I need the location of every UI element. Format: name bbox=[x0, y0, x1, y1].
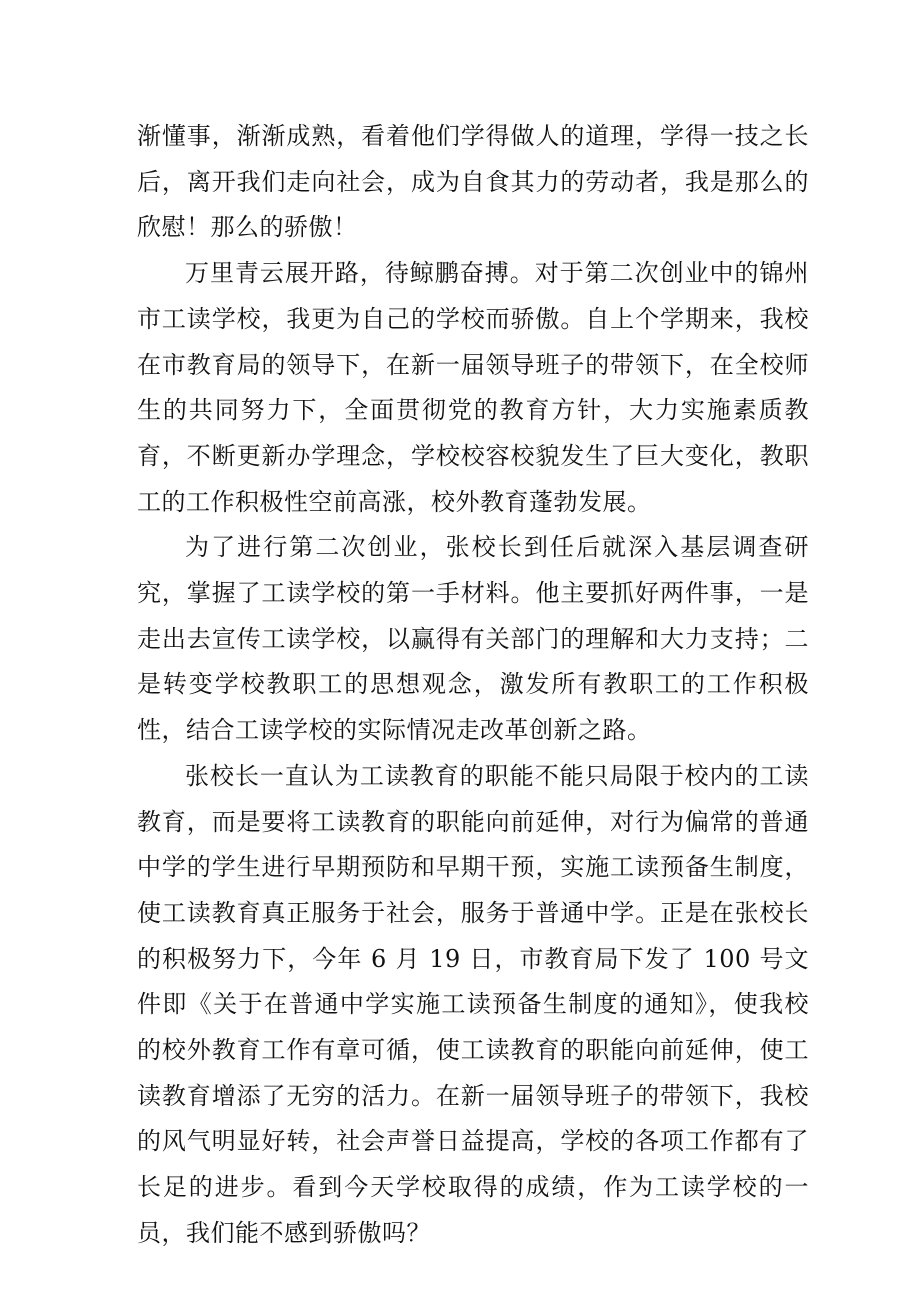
paragraph-2: 万里青云展开路，待鲸鹏奋搏。对于第二次创业中的锦州市工读学校，我更为自己的学校而骄傲。自上个学期来，我校在市教育局的领导下，在新一届领导班子的带领下，在全校师生的共同努力下，全面贯彻党的教育方针，大力实施素质教育，不断更新办学理念，学校校容校貌发生了巨大变化，教职工的工作积极性空前高涨，校外教育蓬勃发展。 bbox=[137, 259, 809, 516]
paragraph-4: 张校长一直认为工读教育的职能不能只局限于校内的工读教育，而是要将工读教育的职能向前延伸，对行为偏常的普通中学的学生进行早期预防和早期干预，实施工读预备生制度，使工读教育真正服务于社会，服务于普通中学。正是在张校长的积极努力下，今年 6 月 19 日，市教育局下发了 100 号文件即《关于在普通中学实施工读预备生制度的通知》，使我校的校外教育工作有章可循，使工读教育的职能向前延伸，使工读教育增添了无穷的活力。在新一届领导班子的带领下，我校的风气明显好转，社会声誉日益提高，学校的各项工作都有了长足的进步。看到今天学校取得的成绩，作为工读学校的一员，我们能不感到骄傲吗？ bbox=[137, 761, 809, 1247]
body-text bbox=[137, 114, 809, 1257]
paragraph-1: 渐懂事，渐渐成熟，看着他们学得做人的道理，学得一技之长后，离开我们走向社会，成为自食其力的劳动者，我是那么的欣慰！那么的骄傲！ bbox=[137, 122, 809, 242]
paragraph-3: 为了进行第二次创业，张校长到任后就深入基层调查研究，掌握了工读学校的第一手材料。他主要抓好两件事，一是走出去宣传工读学校，以赢得有关部门的理解和大力支持；二是转变学校教职工的思想观念，激发所有教职工的工作积极性，结合工读学校的实际情况走改革创新之路。 bbox=[137, 533, 809, 745]
